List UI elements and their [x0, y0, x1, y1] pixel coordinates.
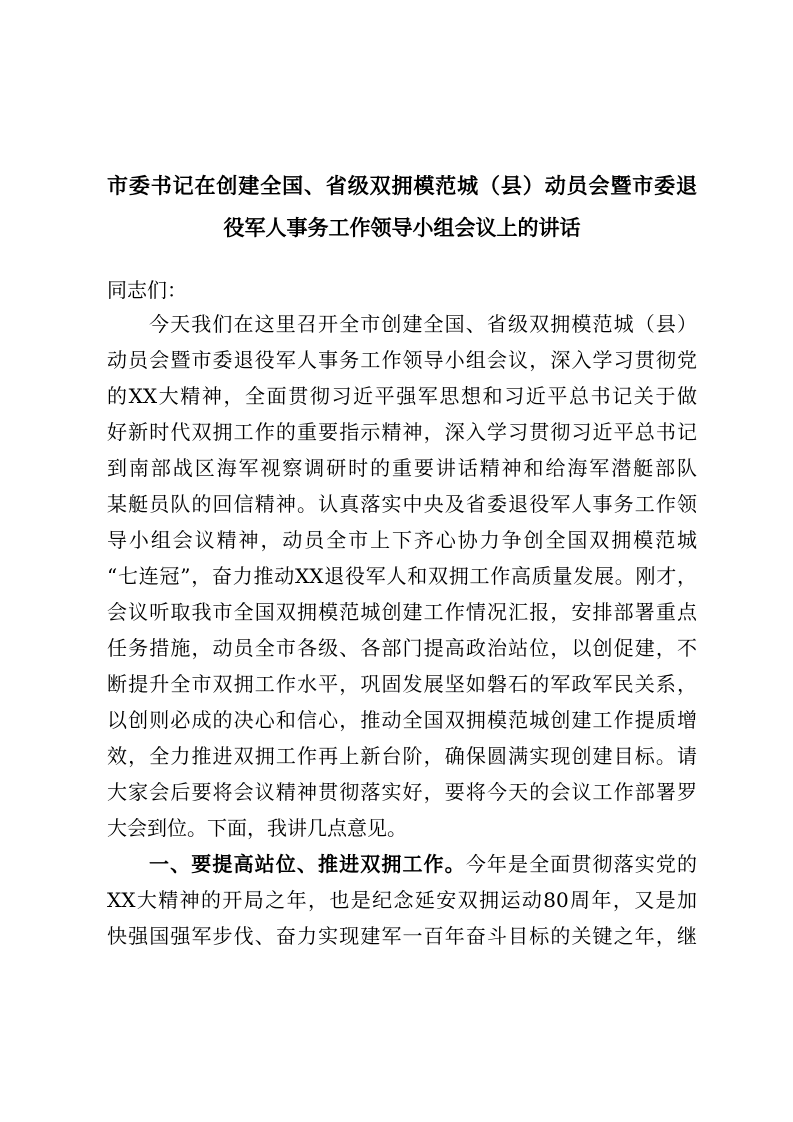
paragraph-line: 大会到位。下面，我讲几点意见。: [107, 816, 407, 840]
paragraph-line: 导小组会议精神，动员全市上下齐心协力争创全国双拥模范城: [107, 528, 697, 552]
salutation: 同志们：: [107, 278, 187, 302]
paragraph-line: 大家会后要将会议精神贯彻落实好，要将今天的会议工作部署罗: [107, 780, 697, 804]
paragraph-line: 断提升全市双拥工作水平，巩固发展坚如磐石的军政军民关系，: [107, 672, 697, 696]
paragraph-line: XX大精神的开局之年，也是纪念延安双拥运动80周年，又是加: [107, 888, 697, 912]
paragraph-line: 今天我们在这里召开全市创建全国、省级双拥模范城（县）: [149, 312, 697, 336]
document-title-line-1: 市委书记在创建全国、省级双拥模范城（县）动员会暨市委退: [107, 174, 697, 198]
paragraph-line: “七连冠”，奋力推动XX退役军人和双拥工作高质量发展。刚才，: [107, 564, 697, 588]
paragraph-line: 效，全力推进双拥工作再上新台阶，确保圆满实现创建目标。请: [107, 744, 697, 768]
paragraph-line: 任务措施，动员全市各级、各部门提高政治站位，以创促建，不: [107, 636, 697, 660]
paragraph-line: 好新时代双拥工作的重要指示精神，深入学习贯彻习近平总书记: [107, 420, 697, 444]
section-1-first-line: [149, 852, 697, 876]
section-1-text: 今年是全面贯彻落实党的: [465, 852, 698, 876]
paragraph-line: 动员会暨市委退役军人事务工作领导小组会议，深入学习贯彻党: [107, 348, 697, 372]
paragraph-line: 以创则必成的决心和信心，推动全国双拥模范城创建工作提质增: [107, 708, 697, 732]
paragraph-line: 会议听取我市全国双拥模范城创建工作情况汇报，安排部署重点: [107, 600, 697, 624]
document-title-line-2: 役军人事务工作领导小组会议上的讲话: [223, 216, 581, 240]
section-1-heading: 一、要提高站位、推进双拥工作。: [149, 852, 466, 876]
paragraph-line: 到南部战区海军视察调研时的重要讲话精神和给海军潜艇部队: [107, 456, 697, 480]
paragraph-line: 的XX大精神，全面贯彻习近平强军思想和习近平总书记关于做: [107, 384, 697, 408]
paragraph-line: 快强国强军步伐、奋力实现建军一百年奋斗目标的关键之年，继: [107, 924, 697, 948]
paragraph-line: 某艇员队的回信精神。认真落实中央及省委退役军人事务工作领: [107, 492, 697, 516]
